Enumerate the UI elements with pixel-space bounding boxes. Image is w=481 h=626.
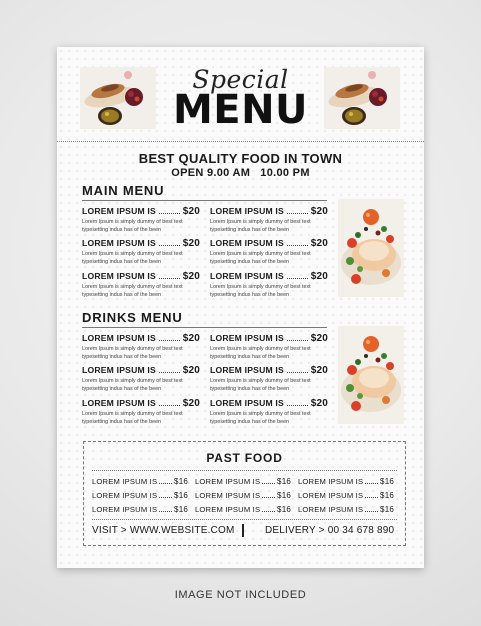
item-desc: Lorem Ipsum is simply dummy of best text typesetting indus has of the been [210, 219, 311, 233]
item-name: LOREM IPSUM IS [82, 206, 156, 216]
drinks-menu-title: DRINKS MENU [82, 310, 183, 325]
past-food-item: LOREM IPSUM IS $16 [195, 477, 291, 486]
menu-item [82, 333, 200, 361]
menu-item [82, 206, 200, 234]
menu-item [210, 206, 328, 234]
item-name: LOREM IPSUM IS [82, 238, 156, 248]
item-desc: Lorem Ipsum is simply dummy of best text typesetting indus has of the been [210, 284, 311, 298]
past-food-item: LOREM IPSUM IS $16 [92, 491, 188, 500]
menu-item [210, 398, 328, 426]
item-price: $20 [310, 365, 328, 376]
past-food-item: LOREM IPSUM IS $16 [195, 505, 291, 514]
item-name: LOREM IPSUM IS [210, 206, 284, 216]
item-name: LOREM IPSUM IS [210, 365, 284, 375]
item-desc: Lorem Ipsum is simply dummy of best text typesetting indus has of the been [82, 219, 183, 233]
item-desc: Lorem Ipsum is simply dummy of best text typesetting indus has of the been [82, 284, 183, 298]
item-desc: Lorem Ipsum is simply dummy of best text typesetting indus has of the been [210, 346, 311, 360]
past-food-item: LOREM IPSUM IS $16 [298, 491, 394, 500]
menu-item [210, 271, 328, 299]
past-food-title: PAST FOOD [206, 451, 283, 465]
past-food-item: LOREM IPSUM IS $16 [298, 477, 394, 486]
special-script-title: Special [192, 65, 289, 94]
hours-open: OPEN 9.00 AM [171, 167, 251, 179]
item-name: LOREM IPSUM IS [210, 398, 284, 408]
item-price: $20 [310, 333, 328, 344]
item-price: $20 [310, 238, 328, 249]
menu-item [82, 238, 200, 266]
footer-rule [92, 519, 397, 520]
opening-hours [57, 167, 424, 179]
drinks-menu-rule [82, 327, 327, 328]
menu-item [82, 271, 200, 299]
image-caption: IMAGE NOT INCLUDED [174, 589, 307, 601]
item-name: LOREM IPSUM IS [82, 365, 156, 375]
item-desc: Lorem Ipsum is simply dummy of best text typesetting indus has of the been [82, 346, 183, 360]
item-desc: Lorem Ipsum is simply dummy of best text typesetting indus has of the been [210, 378, 311, 392]
hours-close: 10.00 PM [260, 167, 310, 179]
item-price: $20 [182, 398, 200, 409]
salmon-dish-photo-main [338, 199, 404, 297]
item-name: LOREM IPSUM IS [82, 333, 156, 343]
menu-item [210, 365, 328, 393]
item-price: $20 [182, 333, 200, 344]
past-food-item: LOREM IPSUM IS $16 [298, 505, 394, 514]
menu-sheet [57, 47, 424, 568]
header-divider [57, 141, 424, 142]
item-desc: Lorem Ipsum is simply dummy of best text typesetting indus has of the been [210, 251, 311, 265]
item-price: $20 [310, 206, 328, 217]
menu-item [82, 365, 200, 393]
item-price: $20 [182, 238, 200, 249]
item-desc: Lorem Ipsum is simply dummy of best text typesetting indus has of the been [82, 378, 183, 392]
item-price: $20 [182, 206, 200, 217]
main-menu-title: MAIN MENU [82, 183, 165, 198]
website-link[interactable]: VISIT > WWW.WEBSITE.COM [92, 525, 235, 536]
item-price: $20 [310, 271, 328, 282]
item-name: LOREM IPSUM IS [82, 398, 156, 408]
menu-item [210, 238, 328, 266]
past-food-item: LOREM IPSUM IS $16 [92, 505, 188, 514]
item-name: LOREM IPSUM IS [82, 271, 156, 281]
main-menu-rule [82, 200, 327, 201]
footer-separator [242, 524, 244, 537]
past-food-box [83, 441, 406, 546]
item-name: LOREM IPSUM IS [210, 333, 284, 343]
item-name: LOREM IPSUM IS [210, 238, 284, 248]
item-name: LOREM IPSUM IS [210, 271, 284, 281]
menu-item [210, 333, 328, 361]
past-food-item: LOREM IPSUM IS $16 [195, 491, 291, 500]
tagline: BEST QUALITY FOOD IN TOWN [138, 151, 343, 166]
item-desc: Lorem Ipsum is simply dummy of best text typesetting indus has of the been [82, 251, 183, 265]
past-food-rule [92, 470, 397, 471]
item-price: $20 [182, 365, 200, 376]
menu-title: MENU [172, 87, 309, 133]
item-price: $20 [310, 398, 328, 409]
item-desc: Lorem Ipsum is simply dummy of best text typesetting indus has of the been [82, 411, 183, 425]
item-desc: Lorem Ipsum is simply dummy of best text typesetting indus has of the been [210, 411, 311, 425]
item-price: $20 [182, 271, 200, 282]
delivery-phone[interactable]: DELIVERY > 00 34 678 890 [265, 525, 395, 536]
menu-item [82, 398, 200, 426]
salmon-dish-photo-drinks [338, 326, 404, 424]
past-food-item: LOREM IPSUM IS $16 [92, 477, 188, 486]
